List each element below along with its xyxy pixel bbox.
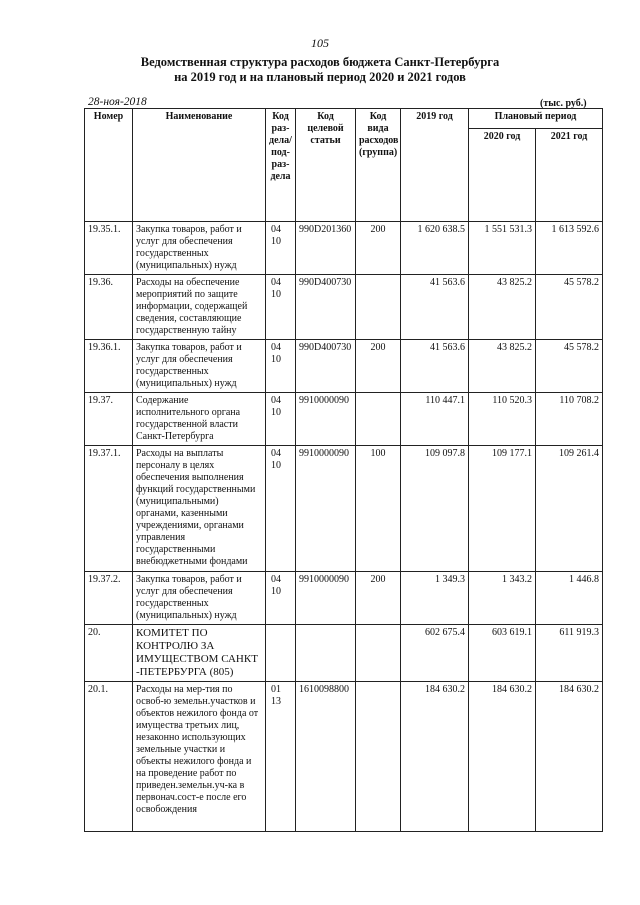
row-number: 19.37. [85, 393, 133, 446]
row-value-2020: 110 520.3 [469, 393, 536, 446]
row-name: Расходы на выплаты персоналу в целях обеспечения выполнения функций государственными (муниципальными) органами, казенными учреждениями, органами управления государственными внебюджетными фондами [133, 446, 266, 572]
row-number: 19.36. [85, 275, 133, 340]
row-number: 19.37.1. [85, 446, 133, 572]
header-name: Наименование [133, 109, 266, 222]
document-date: 28-ноя-2018 [88, 96, 147, 108]
row-article-code: 990D400730 [296, 275, 356, 340]
subsection-code: 13 [271, 696, 281, 707]
row-value-2019: 184 630.2 [401, 682, 469, 832]
row-article-code: 9910000090 [296, 446, 356, 572]
section-code: 01 [271, 684, 281, 695]
row-group-code [356, 682, 401, 832]
row-value-2021: 45 578.2 [536, 275, 603, 340]
section-code: 04 [271, 277, 281, 288]
row-group-code: 100 [356, 446, 401, 572]
row-section-code [266, 682, 296, 832]
row-group-code [356, 625, 401, 682]
header-section-code: Код раз- дела/ под- раз- дела [266, 109, 296, 222]
row-name: Закупка товаров, работ и услуг для обеспечения государственных (муниципальных) нужд [133, 572, 266, 625]
row-value-2019: 110 447.1 [401, 393, 469, 446]
row-group-code [356, 393, 401, 446]
row-value-2020: 1 551 531.3 [469, 222, 536, 275]
header-article-code: Код целевой статьи [296, 109, 356, 222]
header-2020: 2020 год [469, 129, 536, 222]
row-number: 19.37.2. [85, 572, 133, 625]
row-value-2020: 43 825.2 [469, 275, 536, 340]
row-section-code [266, 340, 296, 393]
units-label: (тыс. руб.) [540, 98, 587, 109]
section-code: 04 [271, 224, 281, 235]
row-value-2020: 109 177.1 [469, 446, 536, 572]
row-value-2019: 602 675.4 [401, 625, 469, 682]
subsection-code: 10 [271, 354, 281, 365]
title-line-1: Ведомственная структура расходов бюджета Санкт-Петербурга [140, 55, 500, 69]
row-section-code [266, 572, 296, 625]
table-row [85, 275, 603, 340]
subsection-code: 10 [271, 460, 281, 471]
table-row [85, 393, 603, 446]
row-name: КОМИТЕТ ПО КОНТРОЛЮ ЗА ИМУЩЕСТВОМ САНКТ -ПЕТЕРБУРГА (805) [133, 625, 266, 682]
row-value-2021: 1 613 592.6 [536, 222, 603, 275]
section-code: 04 [271, 342, 281, 353]
row-name: Закупка товаров, работ и услуг для обеспечения государственных (муниципальных) нужд [133, 222, 266, 275]
row-section-code [266, 222, 296, 275]
table-row [85, 222, 603, 275]
row-group-code [356, 275, 401, 340]
subsection-code: 10 [271, 289, 281, 300]
subsection-code: 10 [271, 586, 281, 597]
row-value-2020: 184 630.2 [469, 682, 536, 832]
table-row [85, 625, 603, 682]
row-name: Расходы на мер-тия по освоб-ю земельн.участков и объектов нежилого фонда от имущества третьих лиц, незаконно использующих земельные участки и объекты нежилого фонда и на проведение работ по приведен.земельн.уч-ка в первонач.сост-е после его освобождения [133, 682, 266, 832]
subsection-code: 10 [271, 407, 281, 418]
row-section-code [266, 625, 296, 682]
table-row [85, 572, 603, 625]
table-row [85, 446, 603, 572]
row-article-code: 9910000090 [296, 572, 356, 625]
row-value-2020: 1 343.2 [469, 572, 536, 625]
row-value-2019: 109 097.8 [401, 446, 469, 572]
row-section-code [266, 446, 296, 572]
row-section-code [266, 393, 296, 446]
row-section-code [266, 275, 296, 340]
document-title [0, 55, 640, 85]
row-number: 20.1. [85, 682, 133, 832]
row-value-2021: 184 630.2 [536, 682, 603, 832]
row-article-code: 9910000090 [296, 393, 356, 446]
table-row [85, 340, 603, 393]
row-group-code: 200 [356, 340, 401, 393]
budget-table [84, 108, 603, 832]
row-group-code: 200 [356, 222, 401, 275]
section-code: 04 [271, 395, 281, 406]
subsection-code: 10 [271, 236, 281, 247]
row-value-2021: 1 446.8 [536, 572, 603, 625]
row-value-2021: 611 919.3 [536, 625, 603, 682]
row-name: Расходы на обеспечение мероприятий по защите информации, содержащей сведения, составляющие государственную тайну [133, 275, 266, 340]
row-article-code [296, 625, 356, 682]
header-2021: 2021 год [536, 129, 603, 222]
row-value-2021: 109 261.4 [536, 446, 603, 572]
row-value-2020: 603 619.1 [469, 625, 536, 682]
header-number: Номер [85, 109, 133, 222]
page-number: 105 [311, 36, 329, 50]
row-value-2019: 1 349.3 [401, 572, 469, 625]
row-value-2021: 45 578.2 [536, 340, 603, 393]
row-number: 20. [85, 625, 133, 682]
row-value-2019: 41 563.6 [401, 340, 469, 393]
row-number: 19.35.1. [85, 222, 133, 275]
row-name: Закупка товаров, работ и услуг для обеспечения государственных (муниципальных) нужд [133, 340, 266, 393]
row-name: Содержание исполнительного органа государственной власти Санкт-Петербурга [133, 393, 266, 446]
row-value-2019: 41 563.6 [401, 275, 469, 340]
row-value-2021: 110 708.2 [536, 393, 603, 446]
row-group-code: 200 [356, 572, 401, 625]
section-code: 04 [271, 448, 281, 459]
title-line-2: на 2019 год и на плановый период 2020 и 2021 годов [174, 70, 466, 84]
header-2019: 2019 год [401, 109, 469, 222]
row-article-code: 1610098800 [296, 682, 356, 832]
section-code: 04 [271, 574, 281, 585]
table-row [85, 682, 603, 832]
row-value-2020: 43 825.2 [469, 340, 536, 393]
row-article-code: 990D400730 [296, 340, 356, 393]
row-article-code: 990D201360 [296, 222, 356, 275]
row-value-2019: 1 620 638.5 [401, 222, 469, 275]
row-number: 19.36.1. [85, 340, 133, 393]
header-group-code: Код вида расходов (группа) [356, 109, 401, 222]
header-plan-period: Плановый период [469, 109, 603, 129]
